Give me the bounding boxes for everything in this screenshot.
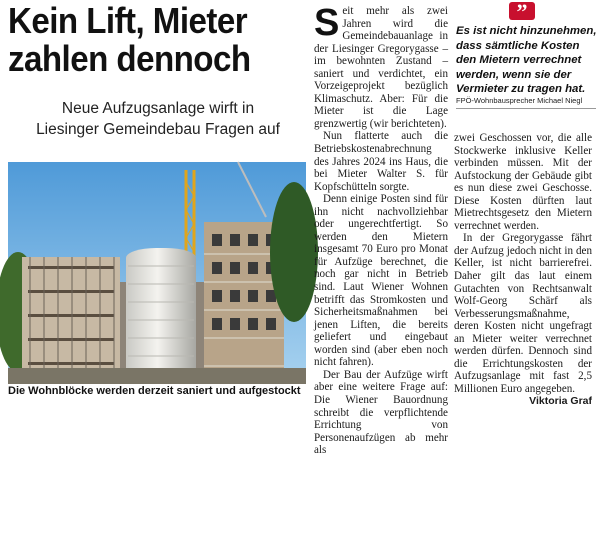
pull-quote [454,0,600,126]
article-paragraph: Der Bau der Aufzüge wirft aber eine weitere Frage auf: Die Wiener Bauordnung schreibt die verpflichtende Errichtung von Personenaufzügen ab mehr als [314,368,448,457]
headline-line-1: Kein Lift, Mieter [8,0,248,41]
quote-icon [509,0,535,24]
photo-caption: Die Wohnblöcke werden derzeit saniert und aufgestockt [8,385,301,397]
construction-site-illustration [8,162,306,384]
article-column-2 [454,132,592,408]
headline-line-2: zahlen dennoch [8,38,251,79]
article-paragraph: In der Gregorygasse fährt der Aufzug jedoch nicht in den Keller, ist nicht barrierefrei. Daher gilt das laut einem Gutachten von Rechtsanwalt Wolf-Georg Schärf als Verbesserungsmaßnahme, deren Kosten nicht ungefragt an Mieter weiter verrechnet werden dürfen. Dennoch sind die Errichtungskosten der Aufzugsanlage mit fast 2,5 Millionen Euro angegeben. [454,232,592,395]
pull-quote-source: FPÖ-Wohnbausprecher Michael Niegl [456,96,583,105]
article-paragraph: Seit mehr als zwei Jahren wird die Gemeindebauanlage in der Liesinger Gregorygasse – im bewohnten Zustand – saniert und verdichtet, ein Vorzeigeprojekt bezüglich Klimaschutz. Aber: Für die Mieter ist die Lage grenzwertig (wir berichteten). [314,2,448,130]
article-paragraph: Denn einige Posten sind für ihn nicht nachvollziehbar oder ungerechtfertigt. So werden den Mietern insgesamt 70 Euro pro Monat für Aufzüge berechnet, die noch gar nicht in Betrieb sind. Laut Wiener Wohnen betrifft das Stromkosten und Sicherheitsmaßnahmen bei jenen Liften, die bereits geliefert und eingebaut worden sind (aber eben noch nicht fahren). [314,193,448,369]
article-paragraph: zwei Geschossen vor, die alle Stockwerke inklusive Keller verbinden müssen. Mit der Aufstockung der Gebäude gibt es nun diese zwei Geschosse. Diese Kosten dürften laut Mietrechtsgesetz den Mietern verrechnet werden. [454,132,592,232]
svg-text:”: ” [516,0,528,24]
photo-credit: Foto: Martin Jöchl [8,486,15,542]
subheadline-line-2: Liesinger Gemeindebau Fragen auf [36,121,280,138]
subheadline-line-1: Neue Aufzugsanlage wirft in [61,100,255,117]
pull-quote-text: Es ist nicht hinzunehmen, dass sämtliche Kosten den Mietern verrechnet werden, wenn sie der Vermieter zu tragen hat. [456,25,597,95]
article-column-1 [314,2,448,457]
subheadline [8,98,308,140]
divider [456,108,596,109]
drop-cap: S [314,2,340,44]
author-byline: Viktoria Graf [529,395,592,408]
article-paragraph: Nun flatterte auch die Betriebskostenabrechnung des Jahres 2024 ins Haus, die bei Mieter Walter S. für Kopfschütteln sorgte. [314,130,448,193]
headline [8,2,284,78]
